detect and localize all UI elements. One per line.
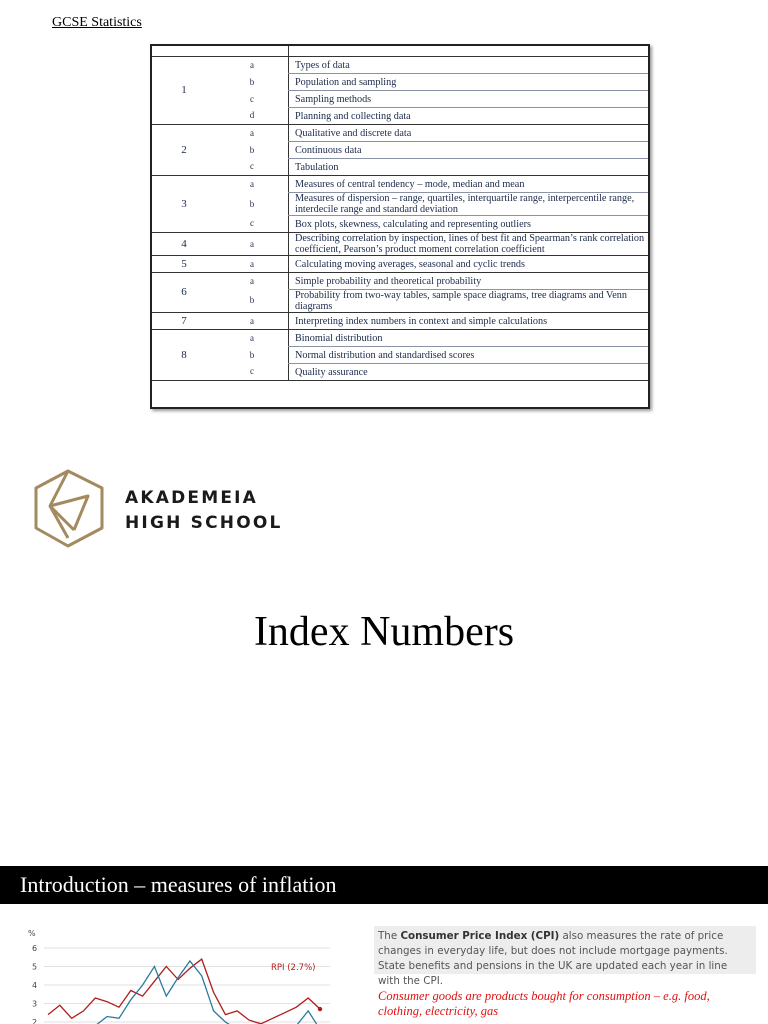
- syllabus-row: [152, 159, 648, 176]
- subsection-letter: c: [216, 364, 289, 381]
- topic-description: Measures of central tendency – mode, median and mean: [289, 176, 649, 193]
- subsection-letter: a: [250, 178, 254, 189]
- topic-description: Measures of dispersion – range, quartiles, interquartile range, interpercentile range, interdecile range and standard deviation: [289, 193, 649, 216]
- syllabus-row: [152, 108, 648, 125]
- consumer-goods-note: Consumer goods are products bought for consumption – e.g. food, clothing, electricity, gas: [378, 989, 710, 1018]
- section-number: 8: [152, 330, 216, 381]
- subsection-letter: b: [249, 198, 255, 209]
- topic-description: Binomial distribution: [289, 330, 649, 347]
- subsection-letter: a: [250, 332, 254, 343]
- topic-description: Simple probability and theoretical probability: [289, 273, 649, 290]
- rpi-series-label: RPI (2.7%): [271, 963, 316, 973]
- subsection-letter: a: [250, 59, 254, 70]
- topic-description: Probability from two-way tables, sample space diagrams, tree diagrams and Venn diagrams: [289, 290, 649, 313]
- page-title: Index Numbers: [253, 609, 515, 655]
- topic-description: Population and sampling: [289, 74, 649, 91]
- section-number: 5: [152, 256, 216, 273]
- topic-description: Planning and collecting data: [289, 108, 649, 125]
- topic-description: Normal distribution and standardised scores: [289, 347, 649, 364]
- series-end-point: [318, 1007, 322, 1011]
- syllabus-row: [152, 125, 648, 142]
- syllabus-row: [152, 347, 648, 364]
- syllabus-row: [152, 91, 648, 108]
- y-axis-unit: %: [28, 929, 36, 938]
- syllabus-row: [152, 57, 648, 74]
- subsection-letter: d: [216, 108, 289, 125]
- section-number: 1: [152, 57, 216, 125]
- topic-description: Quality assurance: [289, 364, 649, 381]
- syllabus-row: [152, 216, 648, 233]
- syllabus-row: [152, 74, 648, 91]
- course-title: GCSE Statistics: [52, 15, 142, 30]
- topic-description: Calculating moving averages, seasonal and cyclic trends: [289, 256, 649, 273]
- syllabus-row: [152, 233, 648, 256]
- syllabus-row: [152, 290, 648, 313]
- syllabus-row: [152, 330, 648, 347]
- y-tick-label: 3: [32, 999, 38, 1009]
- y-tick-label: 6: [32, 944, 38, 953]
- section-number: 4: [152, 233, 216, 256]
- syllabus-table: [150, 44, 650, 409]
- subsection-letter: c: [216, 216, 289, 233]
- subsection-letter: b: [216, 290, 289, 313]
- topic-description: Describing correlation by inspection, lines of best fit and Spearman’s rank correlation coefficient, Pearson’s product moment correlation coefficient: [289, 233, 649, 256]
- subsection-letter: a: [250, 275, 254, 286]
- syllabus-row: [152, 193, 648, 216]
- y-tick-label: 4: [32, 981, 38, 990]
- slide-heading: Introduction – measures of inflation: [0, 866, 768, 904]
- subsection-letter: a: [216, 256, 289, 273]
- topic-description: Qualitative and discrete data: [289, 125, 649, 142]
- inflation-chart: [20, 924, 340, 1024]
- section-number: 6: [152, 273, 216, 313]
- syllabus-row: [152, 142, 648, 159]
- subsection-letter: a: [216, 313, 289, 330]
- syllabus-row: [152, 176, 648, 193]
- syllabus-row: [152, 364, 648, 381]
- topic-description: Sampling methods: [289, 91, 649, 108]
- syllabus-row: [152, 313, 648, 330]
- syllabus-row: [152, 273, 648, 290]
- subsection-letter: a: [216, 233, 289, 256]
- cpi-definition: The Consumer Price Index (CPI) also measures the rate of price changes in everyday life, but does not include mortgage payments. State benefits and pensions in the UK are updated each year in line with the CPI.: [374, 926, 756, 974]
- section-number: 2: [152, 125, 216, 176]
- topic-description: Box plots, skewness, calculating and representing outliers: [289, 216, 649, 233]
- topic-description: Types of data: [289, 57, 649, 74]
- topic-description: Tabulation: [289, 159, 649, 176]
- subsection-letter: a: [250, 127, 254, 138]
- logo-emblem-icon: [36, 471, 102, 546]
- subsection-letter: b: [249, 76, 255, 87]
- subsection-letter: c: [216, 159, 289, 176]
- syllabus-row: [152, 256, 648, 273]
- topic-description: Interpreting index numbers in context and simple calculations: [289, 313, 649, 330]
- y-tick-label: 2: [32, 1018, 38, 1024]
- subsection-letter: b: [249, 144, 255, 155]
- logo-wordmark: AKADEMEIA HIGH SCHOOL: [125, 488, 283, 533]
- section-number: 3: [152, 176, 216, 233]
- topic-description: Continuous data: [289, 142, 649, 159]
- section-number: 7: [152, 313, 216, 330]
- subsection-letter: c: [250, 93, 254, 104]
- y-tick-label: 5: [32, 962, 38, 972]
- subsection-letter: b: [249, 349, 255, 360]
